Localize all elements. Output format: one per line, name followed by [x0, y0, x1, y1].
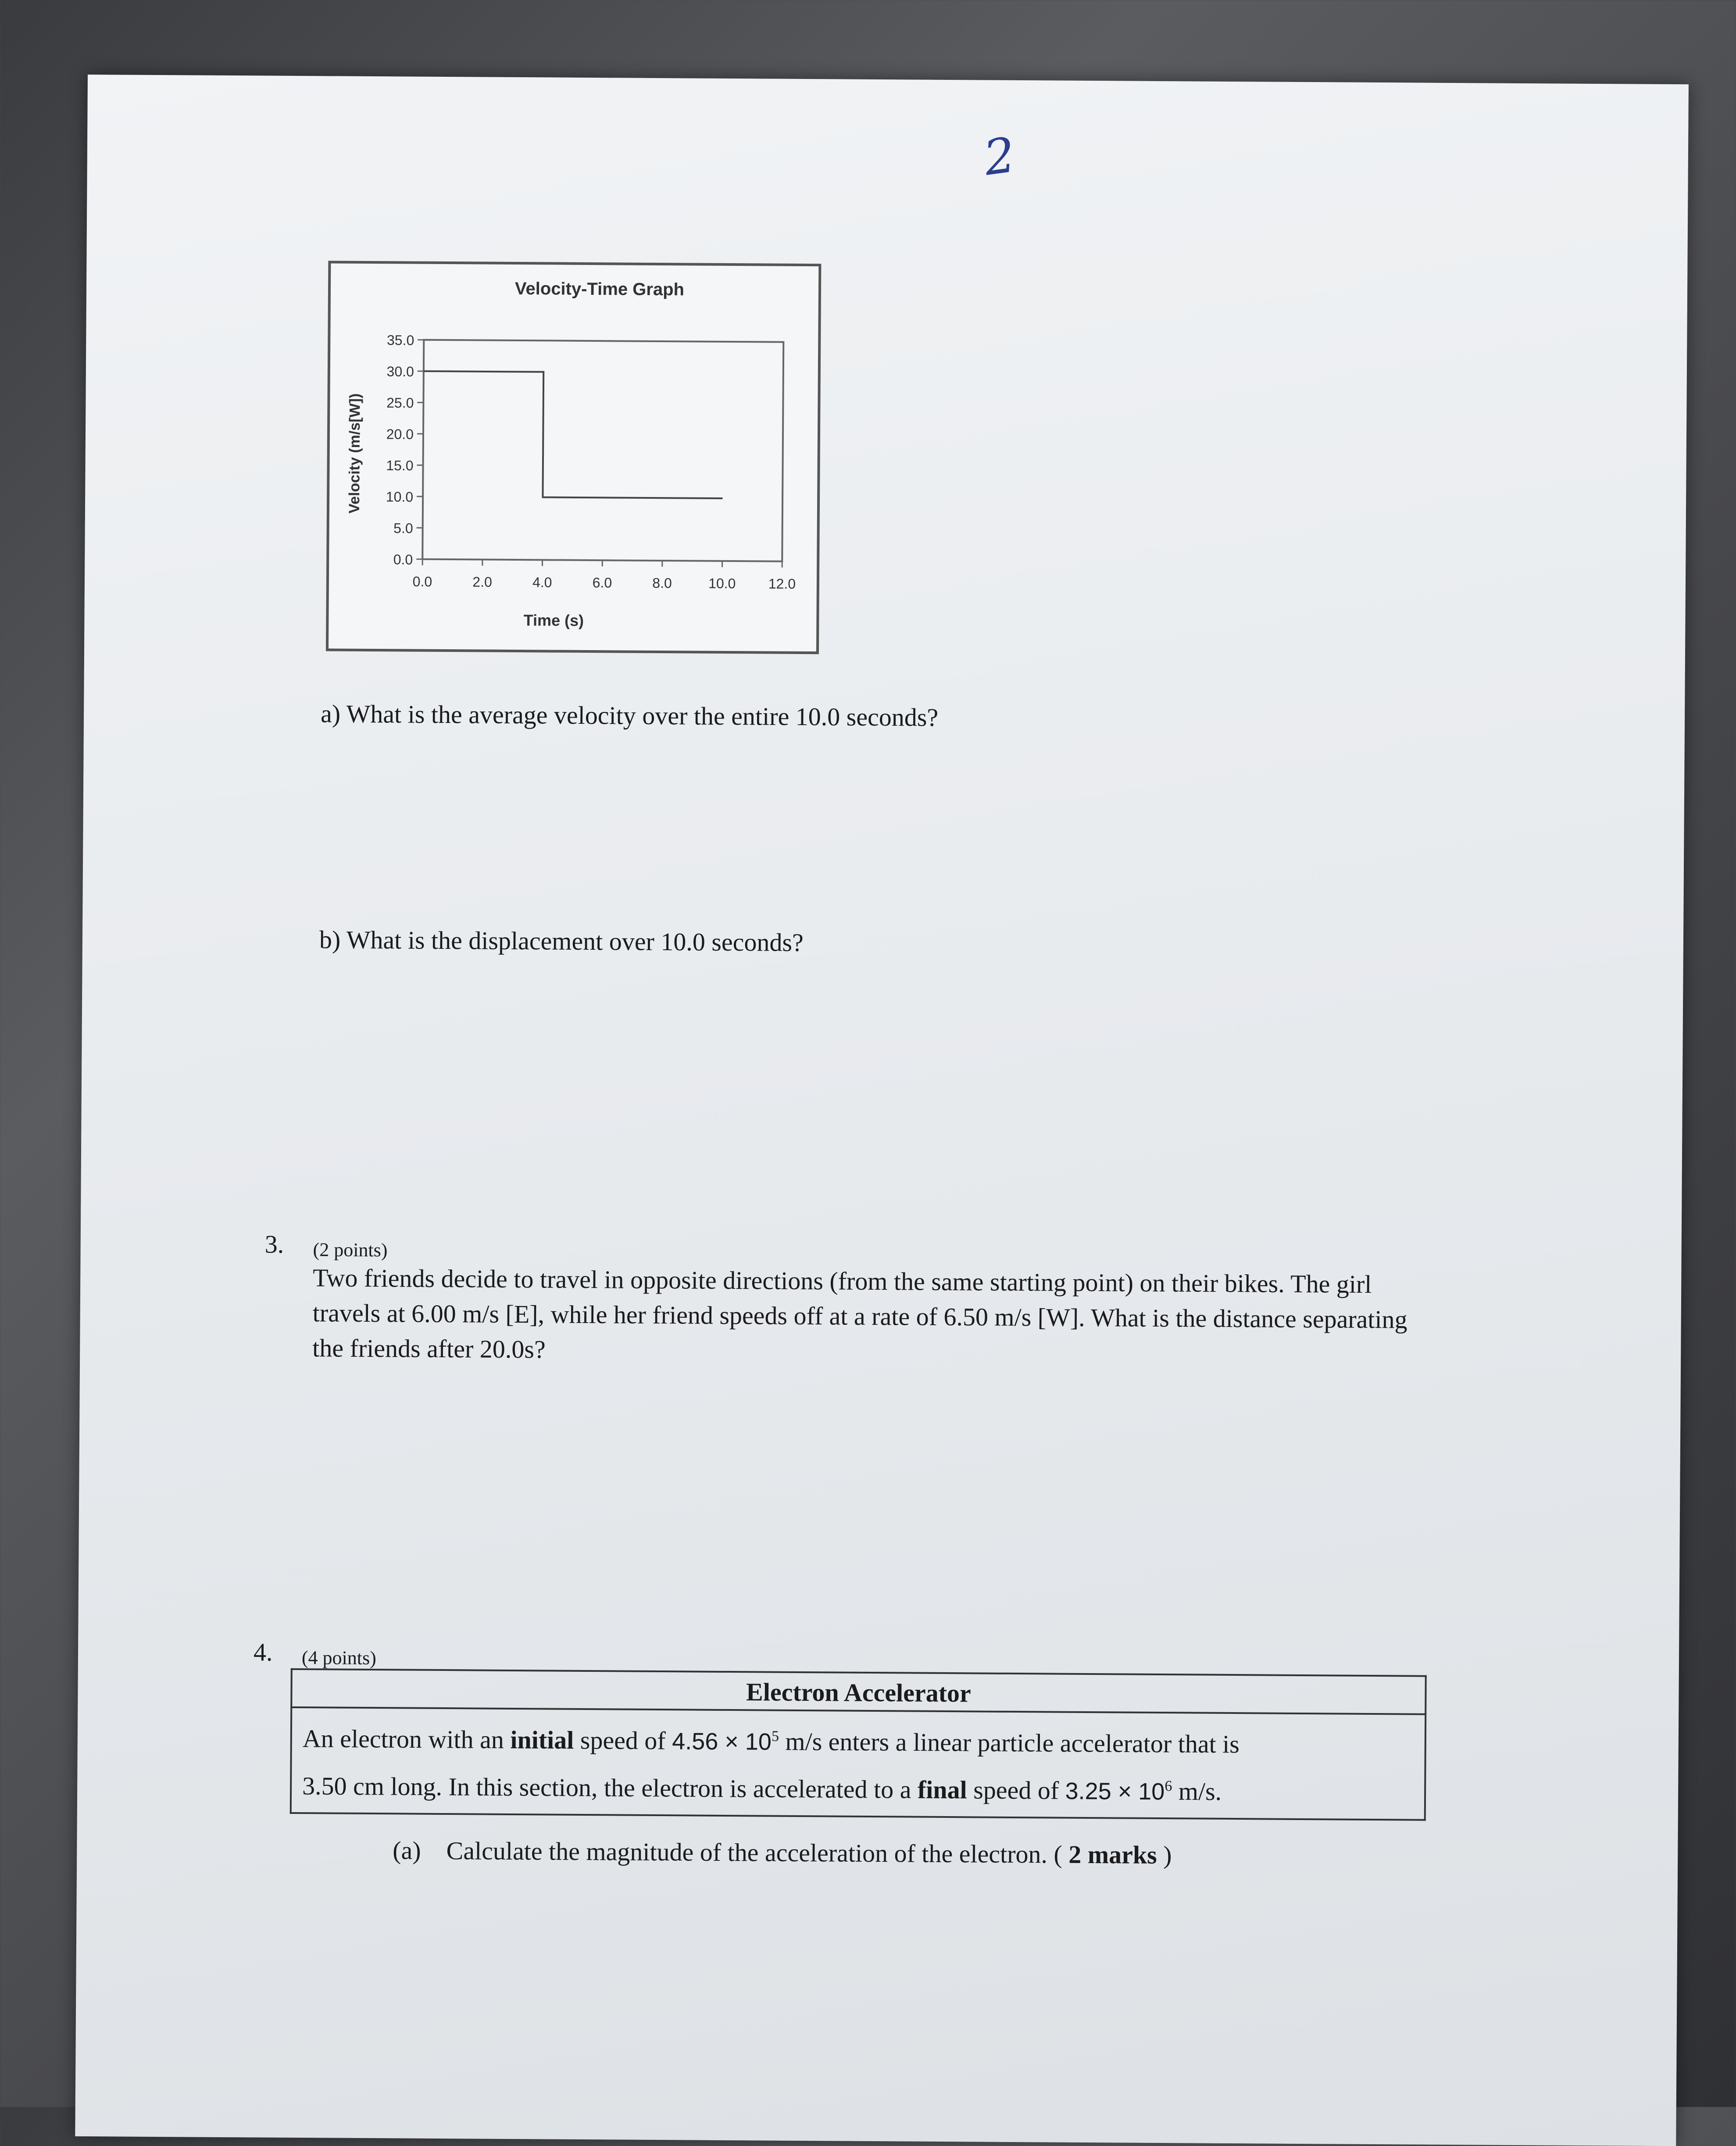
x-tick-label: 6.0 [593, 575, 612, 590]
y-tick-label: 15.0 [386, 458, 414, 473]
part-a-marks: 2 marks [1062, 1840, 1164, 1869]
question-3-line: the friends after 20.0s? [312, 1331, 1407, 1372]
y-tick-label: 0.0 [393, 551, 413, 567]
x-tick-label: 12.0 [768, 576, 796, 592]
electron-accelerator-table [290, 1668, 1427, 1821]
y-tick-label: 30.0 [386, 364, 414, 379]
handwritten-page-number: 2 [981, 127, 1018, 186]
y-tick-label: 35.0 [387, 332, 414, 348]
question-3-line: Two friends decide to travel in opposite directions (from the same starting point) on their bikes. The girl [313, 1260, 1407, 1302]
question-3-line: travels at 6.00 m/s [E], while her friend speeds off at a rate of 6.50 m/s [W]. What is the distance separating [313, 1295, 1407, 1337]
x-tick-label: 8.0 [652, 575, 672, 591]
question-4-number: 4. [254, 1637, 273, 1667]
table-line-2: 3.50 cm long. In this section, the electron is accelerated to a final speed of $3.25 \times 10^6$ m/s. [302, 1760, 1414, 1814]
question-2a: a) What is the average velocity over the entire 10.0 seconds? [321, 699, 938, 732]
table-line-1: An electron with an initial speed of $4.56 \times 10^5$ m/s enters a linear particle accelerator that is [303, 1713, 1415, 1767]
question-3-number: 3. [265, 1230, 284, 1259]
x-tick-label: 10.0 [708, 576, 736, 591]
y-tick-label: 20.0 [386, 426, 414, 442]
y-tick-label: 10.0 [386, 489, 414, 504]
x-tick-label: 4.0 [532, 574, 552, 590]
table-body [291, 1707, 1425, 1820]
x-tick-label: 0.0 [413, 574, 432, 590]
x-tick-label: 2.0 [472, 574, 492, 590]
question-4-points: (4 points) [302, 1646, 376, 1669]
question-2b: b) What is the displacement over 10.0 seconds? [319, 925, 804, 957]
y-axis-label: Velocity (m/s[W]) [346, 393, 364, 514]
question-3-text [312, 1260, 1407, 1372]
worksheet-page [75, 75, 1689, 2146]
question-4a: (a) Calculate the magnitude of the acceleration of the electron. ( 2 marks ) [393, 1835, 1172, 1870]
part-a-text: Calculate the magnitude of the acceleration of the electron. ( [446, 1836, 1062, 1869]
table-title: Electron Accelerator [291, 1669, 1425, 1714]
y-tick-label: 5.0 [393, 520, 413, 536]
question-3-points: (2 points) [313, 1238, 387, 1261]
chart-title: Velocity-Time Graph [515, 279, 684, 299]
part-a-label: (a) [393, 1836, 421, 1864]
velocity-time-chart [325, 260, 823, 658]
x-axis-label: Time (s) [524, 611, 584, 629]
y-tick-label: 25.0 [386, 395, 414, 411]
